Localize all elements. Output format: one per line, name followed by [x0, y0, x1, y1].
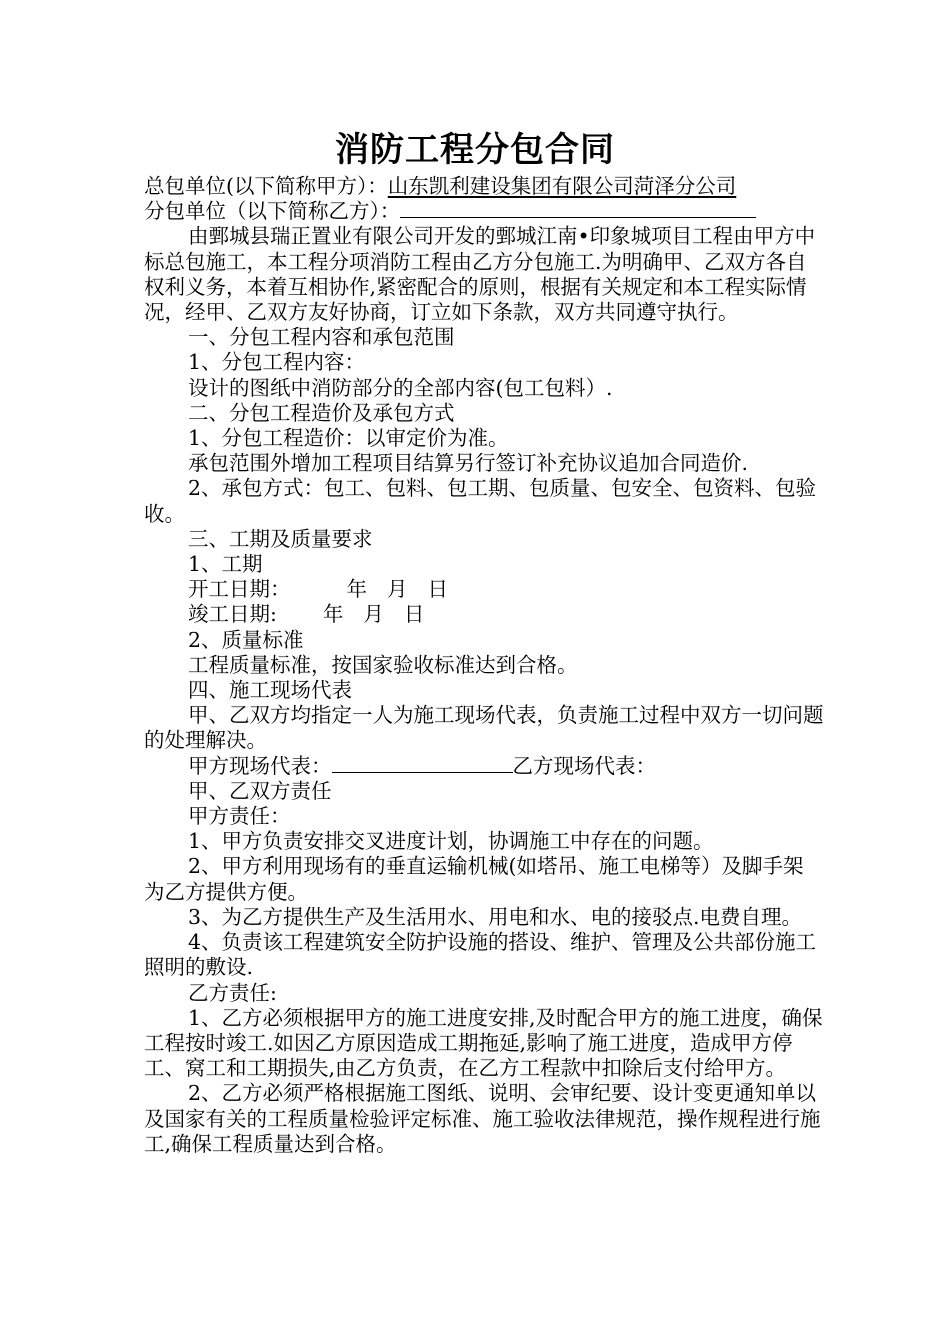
party-b-duties-label: 乙方责任:	[188, 980, 277, 1005]
section4-heading: 四、施工现场代表	[188, 678, 352, 703]
party-a-duty-1: 1、甲方负责安排交叉进度计划，协调施工中存在的问题。	[188, 829, 714, 854]
party-b-duty-1: 1、乙方必须根据甲方的施工进度安排,及时配合甲方的施工进度，确保工程按时竣工.如因乙方原因造成工期拖延,影响了施工进度，造成甲方停工、窝工和工期损失,由乙方负责，在乙方工程款中扣除后支付给甲方。	[144, 1005, 823, 1081]
document-title: 消防工程分包合同	[335, 130, 615, 170]
start-date-line	[144, 577, 824, 602]
end-date-line	[144, 602, 824, 627]
section2-extra: 承包范围外增加工程项目结算另行签订补充协议追加合同造价.	[188, 451, 749, 476]
contractor-line	[144, 174, 824, 199]
contractor-name: 山东凯利建设集团有限公司菏泽分公司	[387, 174, 737, 198]
representatives-line	[144, 754, 824, 779]
section2-item1: 1、分包工程造价：以审定价为准。	[188, 426, 509, 451]
section3-quality-text: 工程质量标准，按国家验收标准达到合格。	[188, 652, 578, 677]
start-month: 月	[387, 577, 408, 602]
party-a-rep-label: 甲方现场代表：	[188, 753, 332, 778]
party-b-rep-label: 乙方现场代表：	[512, 753, 656, 778]
end-month: 月	[363, 602, 384, 627]
end-date-label: 竣工日期:	[188, 602, 277, 627]
start-day: 日	[427, 577, 448, 602]
end-day: 日	[403, 602, 425, 627]
section1-heading: 一、分包工程内容和承包范围	[188, 325, 455, 350]
section1-item1-label: 1、分包工程内容：	[188, 350, 366, 375]
section3-quality-label: 2、质量标准	[188, 627, 304, 652]
end-year: 年	[322, 602, 344, 627]
subcontractor-line	[144, 199, 824, 224]
subcontractor-blank	[400, 199, 756, 218]
section2-item2: 2、承包方式：包工、包料、包工期、包质量、包安全、包资料、包验收。	[144, 476, 817, 526]
section3-period-label: 1、工期	[188, 552, 263, 577]
section3-heading: 三、工期及质量要求	[188, 526, 373, 551]
preamble: 由鄄城县瑞正置业有限公司开发的鄄城江南•印象城项目工程由甲方中标总包施工，本工程分项消防工程由乙方分包施工.为明确甲、乙双方各自权利义务，本着互相协作,紧密配合的原则，根据有关规定和本工程实际情况，经甲、乙双方友好协商，订立如下条款，双方共同遵守执行。	[144, 224, 816, 325]
start-year: 年	[346, 577, 367, 602]
subcontractor-label: 分包单位（以下简称乙方）：	[144, 199, 401, 224]
party-a-duties-label: 甲方责任：	[188, 804, 291, 829]
party-b-duty-2: 2、乙方必须严格根据施工图纸、说明、会审纪要、设计变更通知单以及国家有关的工程质量检验评定标准、施工验收法律规范，操作规程进行施工,确保工程质量达到合格。	[144, 1081, 821, 1156]
party-a-duty-3: 3、为乙方提供生产及生活用水、用电和水、电的接驳点.电费自理。	[188, 904, 803, 929]
contractor-label: 总包单位(以下简称甲方）：	[144, 174, 388, 198]
section1-item1-text: 设计的图纸中消防部分的全部内容(包工包料）.	[188, 375, 613, 400]
section2-heading: 二、分包工程造价及承包方式	[188, 400, 455, 425]
contract-body	[144, 174, 824, 1157]
party-a-duty-4: 4、负责该工程建筑安全防护设施的搭设、维护、管理及公共部份施工照明的敷设.	[144, 930, 817, 980]
section4-text: 甲、乙双方均指定一人为施工现场代表，负责施工过程中双方一切问题的处理解决。	[144, 703, 824, 753]
party-a-rep-blank	[332, 754, 513, 773]
section5-heading: 甲、乙双方责任	[188, 778, 332, 803]
start-date-label: 开工日期：	[188, 577, 291, 602]
party-a-duty-2: 2、甲方利用现场有的垂直运输机械(如塔吊、施工电梯等）及脚手架为乙方提供方便。	[144, 854, 804, 904]
